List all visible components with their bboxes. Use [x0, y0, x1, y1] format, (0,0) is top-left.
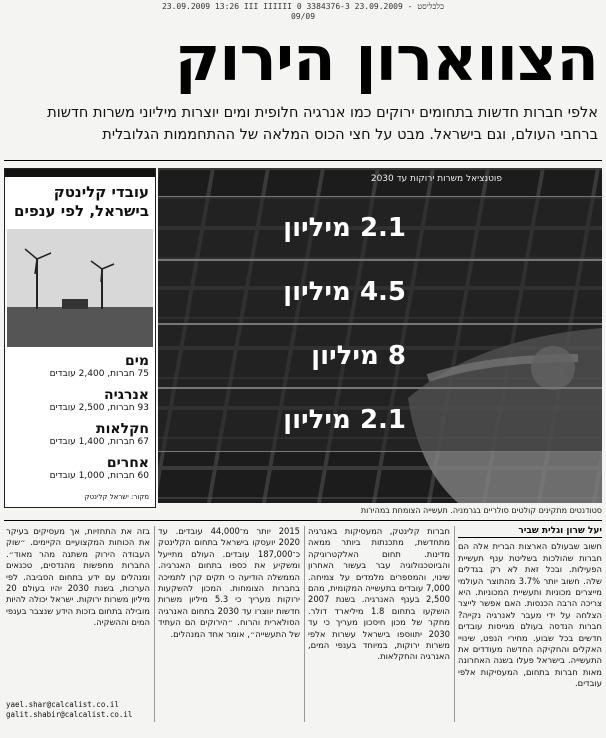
value-bar-2	[158, 260, 602, 324]
sidebar-title-line-1: עובדי קלינטק	[53, 183, 149, 201]
sidebar-item-stat: 75 חברות, 2,400 עובדים	[49, 369, 149, 379]
sidebar-item-name: חקלאות	[96, 421, 149, 437]
author-email-2[interactable]: galit.shabir@calcalist.co.il	[6, 710, 133, 719]
sidebar-item-water	[9, 353, 149, 380]
sidebar-item-energy	[9, 387, 149, 414]
column-1-text: חשוב שבעולם הארצות הברית אלה הם חברות שהולכות בשליטת ענף תעשיית הפעילות. ובכל זאת לא רק בגדלים שלה. חשוב יותר 3.7% מהתוצר העולמי מייצרים מכוניות ותעשיית המכוניות. היא צריכה הרבה הכנסות. האם אפשר לייצר הצלחה על ידי מעבר לאנרגיה נקייה? חברות הנדסה בעולם מגייסות עובדים חדשים בכל שבוע. מחירי הנפט, שינויי האקלים והחקיקה החדשה מעודדים את התעשייה. בישראל פעלו בשנה האחרונה מאות חברות בתחום, המעסיקות אלפי עובדים.	[458, 541, 602, 689]
article-column-1	[458, 526, 602, 724]
sidebar-title	[9, 183, 149, 221]
solar-panel-photo	[158, 168, 602, 503]
value-bar-1-text: 2.1 מיליון	[283, 213, 406, 243]
author-emails	[6, 700, 146, 720]
column-4-text: בזה את התחזיות, אך מעסיקים בעיקר את הכוחות המקצועיים הקיימים. ״שוק העבודה הירוק משתנה מהר מאוד״. החברות מחפשות מהנדסים, טכנאים ומנהלים עם ידע בתחום הסביבה. לפי הערכות, בשנת 2030 יהיו בעולם 20 מיליון משרות ירוקות. ישראל יכולה להיות מובילה בתחום בזכות הידע שנצבר בענפי המים וההשקיה.	[6, 526, 150, 628]
fax-header-line-2: 09/09	[290, 12, 316, 21]
photo-caption: סטודנטים מתקינים קולטים סולריים בגרמניה. תעשייה הצומחת במהירות	[360, 506, 602, 515]
sidebar-item-stat: 93 חברות, 2,500 עובדים	[49, 403, 149, 413]
column-3-text: 2015 יותר מ־44,000 עובדים. עד 2020 יועסקו בישראל בתחום הקלינטק כ־187,000 עובדים. העולם מתייעל ומשקיע את כספו בתחום האנרגיה. הממשלה הודיעה כי תקים קרן לתמיכה בחברות הצומחות. המכון להשקעות ירוקות מעריך כי 5.3 מיליון משרות חדשות יווצרו עד 2030 בתחום האנרגיה הסולארית והרוח. ״הירוקים הם העתיד של התעשייה״, אומר אחד המנהלים.	[158, 526, 300, 639]
column-divider	[304, 526, 305, 722]
value-bar-4	[158, 388, 602, 452]
fax-header-line-1: 23.09.2009 13:26 III IIIIII 0 כלכליסט - 23.09.2009 3384376-3	[161, 2, 445, 11]
sidebar-item-other	[9, 455, 149, 482]
sidebar-item-stat: 60 חברות, 1,000 עובדים	[49, 471, 149, 481]
author-email-1[interactable]: yael.shar@calcalist.co.il	[6, 700, 119, 709]
sidebar-title-line-2: בישראל, לפי ענפים	[14, 202, 149, 220]
article-headline: הצווארון הירוק	[174, 24, 598, 94]
sidebar-item-stat: 67 חברות, 1,400 עובדים	[49, 437, 149, 447]
column-divider	[454, 526, 455, 722]
sidebar-item-name: אנרגיה	[104, 387, 149, 403]
article-column-4	[6, 526, 150, 696]
sidebar-item-name: מים	[124, 353, 149, 369]
sidebar-top-strip	[5, 169, 155, 177]
value-bar-3	[158, 324, 602, 388]
value-bar-4-text: 2.1 מיליון	[283, 405, 406, 435]
photo-overlay-label: פוטנציאל משרות ירוקות עד 2030	[370, 174, 502, 184]
sidebar-item-name: אחרים	[106, 455, 149, 471]
article-subtitle: אלפי חברות חדשות בתחומים ירוקים כמו אנרגיה חלופית ומים יוצרות מיליוני משרות חדשות ברחבי העולם, וגם בישראל. מבט על חצי הכוס המלאה של ההתחממות הגלובלית	[47, 105, 598, 143]
body-top-rule	[4, 520, 602, 521]
wind-turbines-illustration	[7, 229, 153, 347]
article-column-2	[308, 526, 450, 724]
value-bar-3-text: 8 מיליון	[311, 341, 406, 371]
sidebar-item-agriculture	[9, 421, 149, 448]
column-2-text: חברות קלינטק, המעסיקות באנרגיה מתחדשת, מתכנתות ביותר ממאה מדינות. תחום האלקטרוניקה והביוטכנולוגיה עבר בעשור האחרון שינוי, והמספרים מלמדים על צמיחה. 7,000 עובדים בתעשייה המקומית, מהם 2,500 בענף האנרגיה. בשנת 2007 הושקעו בתחום 1.8 מיליארד דולר. מחקר של מכון חיסכון מעריך כי עד 2030 יתווספו בישראל עשרות אלפי משרות ירוקות, במיוחד בענפי המים, האנרגיה והחקלאות.	[308, 526, 450, 662]
value-bar-1	[158, 196, 602, 260]
article-byline: יעל שרון וגלית שביר	[458, 526, 602, 538]
value-bar-2-text: 4.5 מיליון	[283, 277, 406, 307]
fax-header	[0, 0, 606, 26]
article-column-3	[158, 526, 300, 724]
column-divider	[154, 526, 155, 722]
sidebar-credit: מקור: ישראל קלינטק	[84, 493, 149, 501]
cleantech-sidebar	[4, 168, 156, 508]
section-rule	[4, 160, 602, 161]
